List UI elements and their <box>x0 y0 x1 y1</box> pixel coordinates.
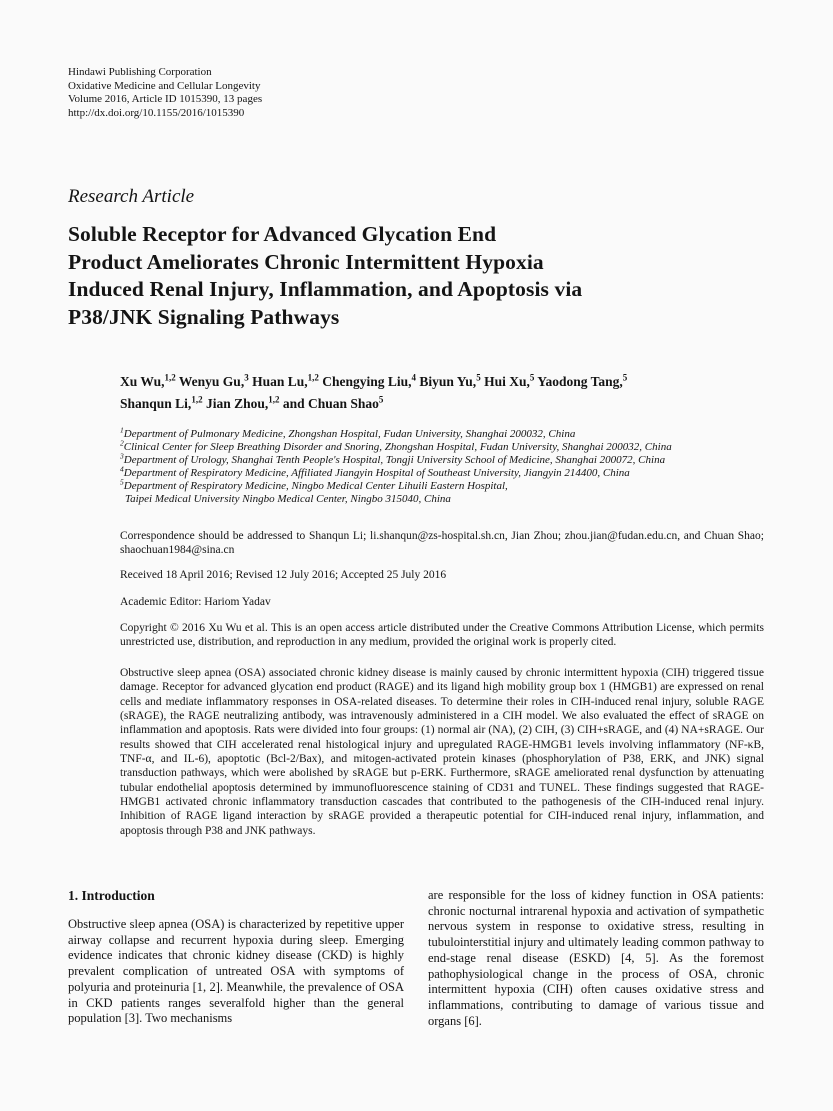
author-name: Huan Lu,$^{1,2}$ <box>252 372 319 389</box>
affiliation-line: Taipei Medical University Ningbo Medical Center, Ningbo 315040, China <box>125 492 451 505</box>
author-name: Biyun Yu,$^5$ <box>419 372 481 389</box>
author-name: Chengying Liu,$^4$ <box>322 372 417 389</box>
affiliation-list <box>120 425 780 505</box>
publisher-name: Hindawi Publishing Corporation <box>68 66 212 78</box>
author-name: Jian Zhou,$^{1,2}$ <box>205 394 280 411</box>
author-name: and Chuan Shao$^5$ <box>282 394 384 411</box>
title-line: Product Ameliorates Chronic Intermittent Hypoxia <box>68 249 544 274</box>
affiliation-line: $^1$Department of Pulmonary Medicine, Zhongshan Hospital, Fudan University, Shanghai 200032, China <box>120 425 576 440</box>
journal-header <box>68 66 262 120</box>
correspondence-note: Correspondence should be addressed to Shanqun Li; li.shanqun@zs-hospital.sh.cn, Jian Zhou; zhou.jian@fudan.edu.cn, and Chuan Shao; shaochuan1984@sina.cn <box>120 530 764 556</box>
journal-name: Oxidative Medicine and Cellular Longevity <box>68 79 261 92</box>
affiliation-line: $^2$Clinical Center for Sleep Breathing Disorder and Snoring, Zhongshan Hospital, Fudan University, Shanghai 200032, China <box>120 438 672 453</box>
author-name: Shanqun Li,$^{1,2}$ <box>120 394 203 411</box>
title-line: Soluble Receptor for Advanced Glycation End <box>68 222 497 246</box>
received-dates: Received 18 April 2016; Revised 12 July 2016; Accepted 25 July 2016 <box>120 569 447 581</box>
title-line: Induced Renal Injury, Inflammation, and Apoptosis via <box>68 277 583 301</box>
author-name: Hui Xu,$^5$ <box>484 372 535 389</box>
abstract-text: Obstructive sleep apnea (OSA) associated chronic kidney disease is mainly caused by chronic intermittent hypoxia (CIH) triggered tissue damage. Receptor for advanced glycation end product (RAGE) and its ligand high mobility group box 1 (HMGB1) are expressed on renal cells and mediate inflammatory responses in OSA-related diseases. To determine their roles in CIH-induced renal injury, soluble RAGE (sRAGE), the RAGE neutralizing antibody, was intravenously administered in a CIH model. We also evaluated the effect of sRAGE on inflammation and apoptosis. Rats were divided into four groups: (1) normal air (NA), (2) CIH, (3) CIH+sRAGE, and (4) NA+sRAGE. Our results showed that CIH accelerated renal histological injury and upregulated RAGE-HMGB1 levels involving inflammatory (NF-κB, TNF-α, and IL-6), apoptotic (Bcl-2/Bax), and mitogen-activated protein kinases (phosphorylation of P38, ERK, and JNK) signal transduction pathways, which were abolished by sRAGE but p-ERK. Furthermore, sRAGE ameliorated renal dysfunction by attenuating tubular endothelial apoptosis determined by immunofluorescence staining of CD31 and TUNEL. These findings suggested that RAGE-HMGB1 activated chronic inflammatory transduction cascades that contributed to the pathogenesis of the CIH-induced renal injury. Inhibition of RAGE ligand interaction by sRAGE provided a therapeutic potential for CIH-induced renal injury, inflammation, and apoptosis through P38 and JNK pathways. <box>120 667 764 837</box>
introduction-column-left: Obstructive sleep apnea (OSA) is characterized by repetitive upper airway collapse and recurrent hypoxia during sleep. Emerging evidence indicates that chronic kidney disease (CKD) is highly prevalent complication of untreated OSA with symptoms of polyuria and proteinuria [1, 2]. Meanwhile, the prevalence of OSA in CKD patients ranges severalfold higher than the general population [3]. Two mechanisms <box>68 917 404 1026</box>
article-title <box>68 221 582 331</box>
academic-editor: Academic Editor: Hariom Yadav <box>120 596 271 608</box>
author-name: Wenyu Gu,$^3$ <box>178 372 249 389</box>
section-heading-introduction: 1. Introduction <box>68 888 155 903</box>
title-line: P38/JNK Signaling Pathways <box>68 304 340 329</box>
affiliation-line: $^5$Department of Respiratory Medicine, Ningbo Medical Center Lihuili Eastern Hospital, <box>120 476 508 492</box>
author-name: Xu Wu,$^{1,2}$ <box>120 372 176 389</box>
author-name: Yaodong Tang,$^5$ <box>537 372 628 389</box>
article-type-label: Research Article <box>68 186 195 207</box>
introduction-column-right: are responsible for the loss of kidney function in OSA patients: chronic nocturnal intrarenal hypoxia and activation of sympathetic nervous system in response to oxidative stress, resulting in tubulointerstitial injury and ultimately leading common pathway to end-stage renal disease (ESKD) [4, 5]. As the foremost pathophysiological change in the process of OSA, chronic intermittent hypoxia (CIH) often causes oxidative stress and inflammations, contributing to damage of various tissue and organs [6]. <box>428 888 764 1028</box>
affiliation-line: $^4$Department of Respiratory Medicine, Affiliated Jiangyin Hospital of Southeast University, Jiangyin 214400, China <box>120 464 630 479</box>
doi-link: http://dx.doi.org/10.1155/2016/1015390 <box>68 106 245 119</box>
copyright-notice: Copyright © 2016 Xu Wu et al. This is an open access article distributed under the Creative Commons Attribution License, which permits unrestricted use, distribution, and reproduction in any medium, provided the original work is properly cited. <box>120 622 764 648</box>
volume-info: Volume 2016, Article ID 1015390, 13 pages <box>68 93 263 105</box>
affiliation-line: $^3$Department of Urology, Shanghai Tenth People's Hospital, Tongji University School of Medicine, Shanghai 200072, China <box>120 451 666 466</box>
author-list <box>120 371 652 414</box>
